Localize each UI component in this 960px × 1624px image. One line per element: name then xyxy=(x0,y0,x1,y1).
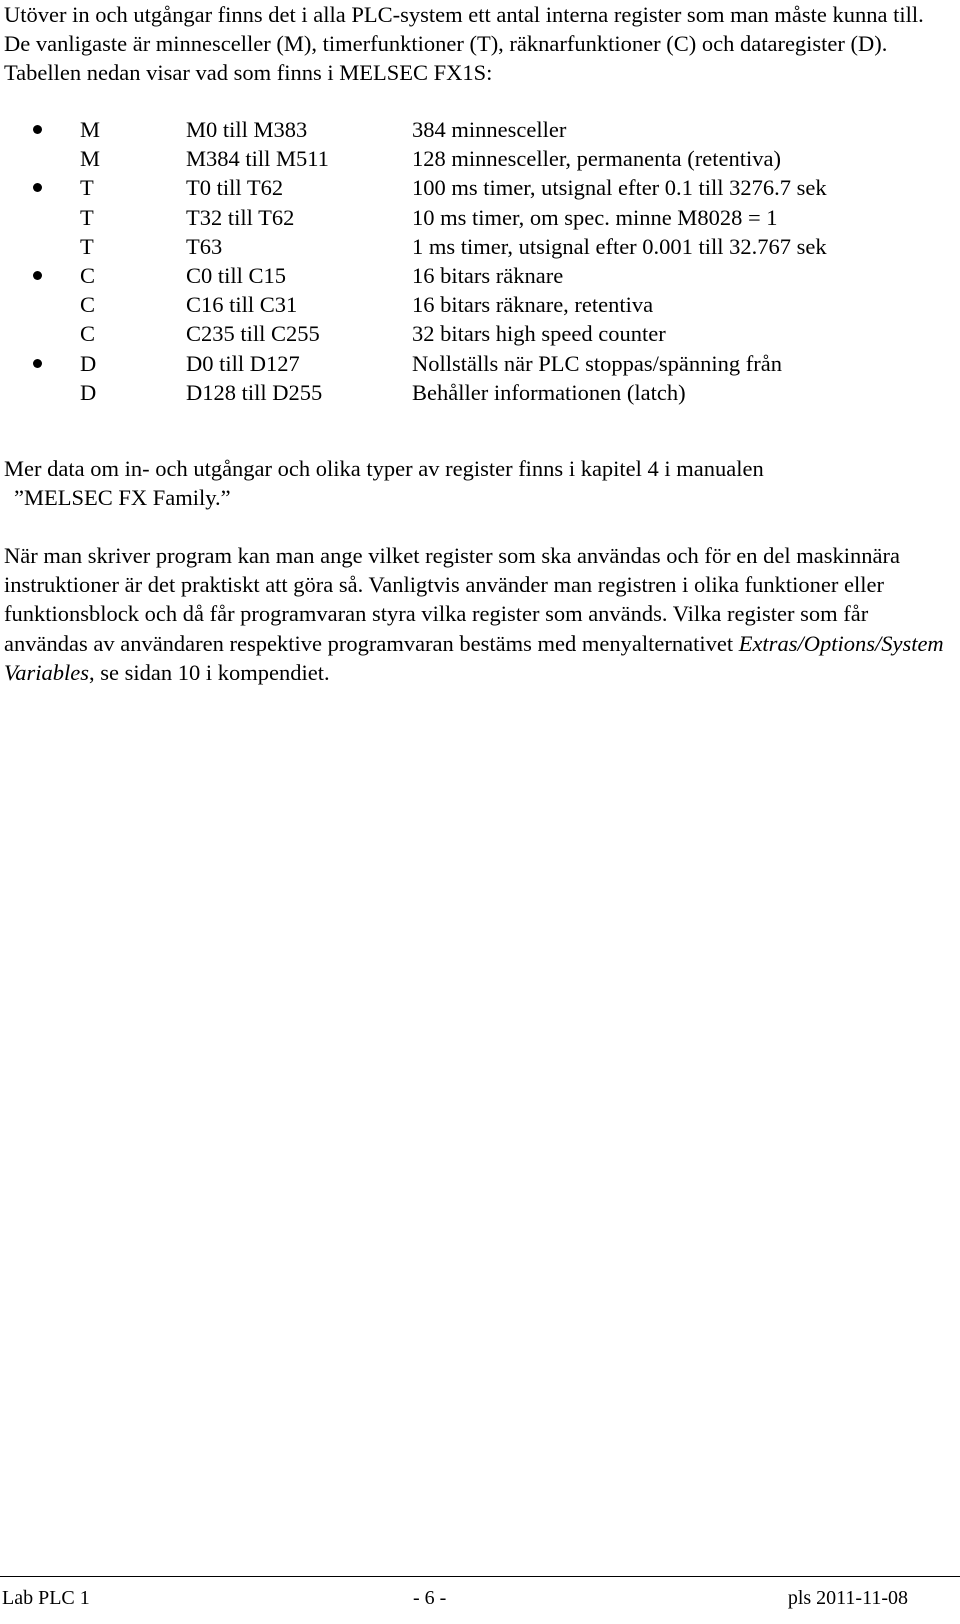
more-data-line-1: Mer data om in- och utgångar och olika typer av register finns i kapitel 4 i manualen xyxy=(4,456,764,481)
register-description: Behåller informationen (latch) xyxy=(412,379,686,405)
page-footer xyxy=(0,1576,960,1616)
register-range: M0 till M383 xyxy=(186,117,308,142)
register-description: Nollställs när PLC stoppas/spänning från xyxy=(412,350,782,376)
footer-date: pls 2011-11-08 xyxy=(787,1587,908,1609)
register-range: D0 till D127 xyxy=(186,350,300,376)
table-row xyxy=(0,319,940,348)
register-type: D xyxy=(80,379,97,405)
register-description: 10 ms timer, om spec. minne M8028 = 1 xyxy=(412,204,778,230)
register-description: 384 minnesceller xyxy=(412,117,567,142)
programming-paragraph xyxy=(4,541,944,687)
register-type: T xyxy=(80,204,94,230)
register-range: T63 xyxy=(186,233,223,259)
register-description: 16 bitars räknare xyxy=(412,262,564,288)
register-type: D xyxy=(80,350,97,376)
register-type: C xyxy=(80,262,96,288)
table-row xyxy=(0,261,940,290)
table-row xyxy=(0,115,940,144)
table-row xyxy=(0,290,940,319)
register-description: 128 minnesceller, permanenta (retentiva) xyxy=(412,146,781,172)
register-range: C16 till C31 xyxy=(186,292,298,318)
footer-page-number: - 6 - xyxy=(413,1587,447,1609)
more-data-paragraph xyxy=(4,454,944,512)
table-row xyxy=(0,144,940,173)
register-description: 1 ms timer, utsignal efter 0.001 till 32.767 sek xyxy=(412,233,827,259)
register-table xyxy=(0,115,940,407)
table-row xyxy=(0,349,940,378)
footer-divider xyxy=(0,1576,960,1577)
programming-text-end: , se sidan 10 i kompendiet. xyxy=(89,659,330,685)
register-range: T32 till T62 xyxy=(186,204,295,230)
table-row xyxy=(0,378,940,407)
table-row xyxy=(0,232,940,261)
bullet-icon xyxy=(33,183,42,192)
register-description: 16 bitars räknare, retentiva xyxy=(412,292,654,318)
manual-title: ”MELSEC FX Family.” xyxy=(14,485,231,511)
footer-course: Lab PLC 1 xyxy=(2,1587,90,1609)
register-type: M xyxy=(80,146,101,172)
bullet-icon xyxy=(33,271,42,280)
table-row xyxy=(0,173,940,202)
register-type: T xyxy=(80,233,94,259)
register-range: M384 till M511 xyxy=(186,146,329,172)
register-type: M xyxy=(80,117,101,142)
register-description: 100 ms timer, utsignal efter 0.1 till 3276.7 sek xyxy=(412,175,827,201)
register-range: C0 till C15 xyxy=(186,262,287,288)
register-type: C xyxy=(80,292,96,318)
register-type: C xyxy=(80,321,96,347)
programming-text: När man skriver program kan man ange vilket register som ska användas och för en del maskinnära instruktioner är det praktiskt att göra så. Vanligtvis använder man registren i olika funktioner eller funktionsblock och då får programvaran styra vilka register som används. Vilka register som får användas av användaren respektive programvaran bestäms med menyalternativet xyxy=(4,543,900,656)
register-range: C235 till C255 xyxy=(186,321,320,347)
table-row xyxy=(0,203,940,232)
bullet-icon xyxy=(33,125,42,134)
register-range: T0 till T62 xyxy=(186,175,284,201)
bullet-icon xyxy=(33,359,42,368)
register-range: D128 till D255 xyxy=(186,379,323,405)
register-description: 32 bitars high speed counter xyxy=(412,321,666,347)
register-type: T xyxy=(80,175,94,201)
menu-path: Extras/Options/System Variables xyxy=(4,630,944,685)
intro-paragraph: Utöver in och utgångar finns det i alla PLC-system ett antal interna register som man måste kunna till. De vanligaste är minnesceller (M), timerfunktioner (T), räknarfunktioner (C) och dataregister (D). Tabellen nedan visar vad som finns i MELSEC FX1S: xyxy=(4,2,924,86)
